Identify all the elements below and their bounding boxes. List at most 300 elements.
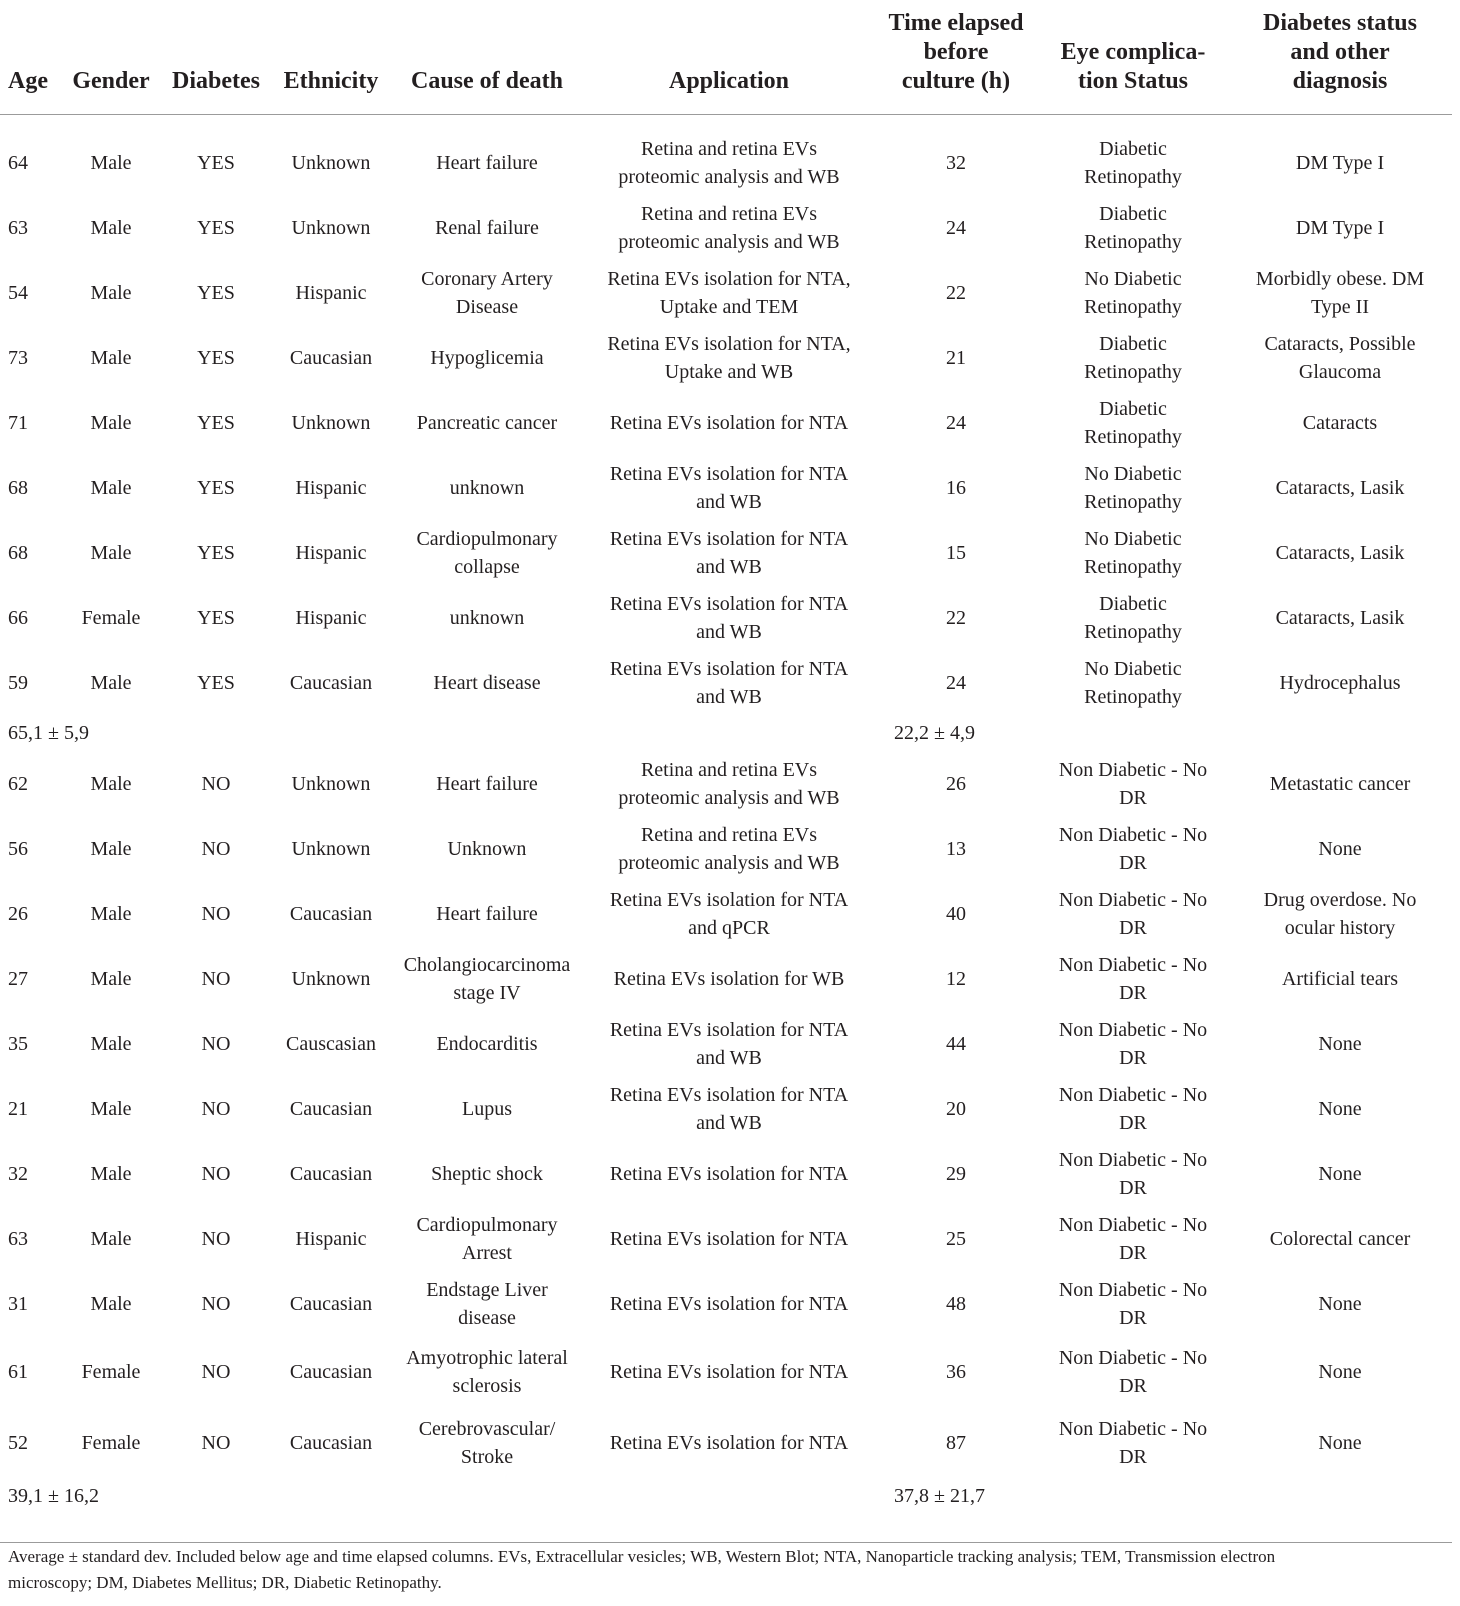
spacer-row: [0, 114, 1452, 130]
table-body: [0, 114, 1452, 1543]
status-line-2: Type II: [1310, 295, 1370, 318]
cell-time-elapsed: 48: [946, 1292, 966, 1315]
cause-line-1: Cerebrovascular/: [418, 1417, 556, 1440]
cell-gender: Male: [90, 902, 132, 925]
cell-application: [584, 585, 874, 650]
header-diabetes-status: Diabetes status and other diagnosis: [1228, 0, 1452, 114]
cell-gender: Male: [90, 967, 132, 990]
eye-line-1: Non Diabetic - No: [1058, 1417, 1208, 1440]
cell-cause-of-death: [390, 390, 584, 455]
cell-cause-of-death: [390, 1271, 584, 1336]
header-eye-status: Eye complica- tion Status: [1038, 0, 1228, 114]
app-line-1: Retina and retina EVs: [640, 137, 818, 160]
cause-line-1: Pancreatic cancer: [416, 411, 558, 434]
eye-line-2: Retinopathy: [1084, 620, 1182, 643]
eye-line-2: Retinopathy: [1084, 165, 1182, 188]
summary-time: 37,8 ± 21,7: [894, 1485, 985, 1507]
cell-ethnicity: Unknown: [291, 772, 371, 795]
cell-diabetes: NO: [201, 837, 231, 860]
cell-ethnicity: Unknown: [291, 967, 371, 990]
cause-line-1: Heart disease: [433, 671, 541, 694]
cause-line-1: Heart failure: [436, 772, 538, 795]
cell-gender: Female: [81, 1360, 141, 1383]
footnote-line-1: Average ± standard dev. Included below age and time elapsed columns. EVs, Extracellular vesicles; WB, Western Blot; NTA, Nanoparticle tracking analysis; TEM, Transmission electron: [8, 1547, 1276, 1566]
cell-diabetes-status: [1228, 1141, 1452, 1206]
eye-line-1: No Diabetic: [1084, 657, 1182, 680]
eye-line-2: Retinopathy: [1084, 230, 1182, 253]
cell-application: [584, 195, 874, 260]
header-application: Application: [584, 0, 874, 114]
cell-application: [584, 1407, 874, 1478]
cell-diabetes-status: [1228, 1011, 1452, 1076]
cause-line-1: Sheptic shock: [431, 1162, 543, 1185]
app-line-1: Retina EVs isolation for NTA: [609, 1162, 849, 1185]
app-line-1: Retina EVs isolation for NTA: [609, 411, 849, 434]
cell-time-elapsed: 87: [946, 1431, 966, 1454]
cell-diabetes: NO: [201, 1097, 231, 1120]
status-line-1: Cataracts, Lasik: [1275, 476, 1405, 499]
cell-age: 56: [8, 837, 28, 860]
eye-line-1: Non Diabetic - No: [1058, 888, 1208, 911]
cell-age: 63: [8, 1227, 28, 1250]
cell-time-elapsed: 22: [946, 281, 966, 304]
cell-diabetes: YES: [197, 281, 235, 304]
cell-application: [584, 260, 874, 325]
status-line-1: Hydrocephalus: [1279, 671, 1401, 694]
eye-line-2: DR: [1119, 851, 1147, 874]
eye-line-2: Retinopathy: [1084, 685, 1182, 708]
cell-diabetes: YES: [197, 346, 235, 369]
cell-eye-status: [1038, 1271, 1228, 1336]
cell-diabetes: NO: [201, 1162, 231, 1185]
cell-time-elapsed: 24: [946, 216, 966, 239]
cell-gender: Male: [90, 671, 132, 694]
cell-eye-status: [1038, 1407, 1228, 1478]
eye-line-1: Non Diabetic - No: [1058, 1148, 1208, 1171]
app-line-2: proteomic analysis and WB: [618, 851, 840, 874]
eye-line-1: Diabetic: [1099, 137, 1167, 160]
summary-row: [0, 715, 1452, 751]
eye-line-1: Non Diabetic - No: [1058, 953, 1208, 976]
cause-line-2: sclerosis: [452, 1374, 522, 1397]
cell-diabetes-status: [1228, 751, 1452, 816]
table-row: [0, 260, 1452, 325]
cell-time-elapsed: 12: [946, 967, 966, 990]
table-footnote: [8, 1544, 1452, 1596]
cell-diabetes: NO: [201, 1032, 231, 1055]
eye-line-1: Diabetic: [1099, 592, 1167, 615]
cell-gender: Male: [90, 216, 132, 239]
cause-line-1: Cardiopulmonary: [416, 527, 558, 550]
table-row: [0, 881, 1452, 946]
eye-line-1: Non Diabetic - No: [1058, 1083, 1208, 1106]
cell-cause-of-death: [390, 130, 584, 195]
status-line-1: None: [1318, 1292, 1362, 1315]
eye-line-1: No Diabetic: [1084, 462, 1182, 485]
cell-gender: Male: [90, 1097, 132, 1120]
cell-gender: Male: [90, 837, 132, 860]
table-row: [0, 816, 1452, 881]
cell-age: 31: [8, 1292, 28, 1315]
table-row: [0, 325, 1452, 390]
cell-age: 62: [8, 772, 28, 795]
cell-diabetes-status: [1228, 325, 1452, 390]
status-line-1: Metastatic cancer: [1269, 772, 1411, 795]
cell-eye-status: [1038, 195, 1228, 260]
cause-line-2: collapse: [454, 555, 520, 578]
cell-cause-of-death: [390, 1141, 584, 1206]
header-time: Time elapsed before culture (h): [874, 0, 1038, 114]
cell-diabetes-status: [1228, 881, 1452, 946]
app-line-2: Uptake and TEM: [659, 295, 799, 318]
cause-line-1: Heart failure: [436, 902, 538, 925]
cell-eye-status: [1038, 1206, 1228, 1271]
header-diabetes: Diabetes: [160, 0, 272, 114]
cell-ethnicity: Caucasian: [289, 1360, 373, 1383]
app-line-1: Retina EVs isolation for NTA: [609, 1227, 849, 1250]
cell-diabetes: YES: [197, 216, 235, 239]
cell-diabetes-status: [1228, 520, 1452, 585]
cell-eye-status: [1038, 585, 1228, 650]
eye-line-2: DR: [1119, 1241, 1147, 1264]
cell-gender: Male: [90, 1162, 132, 1185]
cell-application: [584, 1206, 874, 1271]
cell-diabetes-status: [1228, 650, 1452, 715]
cell-ethnicity: Unknown: [291, 411, 371, 434]
cell-time-elapsed: 13: [946, 837, 966, 860]
cell-diabetes: YES: [197, 671, 235, 694]
cell-age: 35: [8, 1032, 28, 1055]
cell-time-elapsed: 16: [946, 476, 966, 499]
status-line-1: None: [1318, 1097, 1362, 1120]
summary-time: 22,2 ± 4,9: [894, 722, 975, 744]
cell-cause-of-death: [390, 650, 584, 715]
cell-cause-of-death: [390, 1206, 584, 1271]
cell-time-elapsed: 40: [946, 902, 966, 925]
cell-cause-of-death: [390, 455, 584, 520]
table-row: [0, 1076, 1452, 1141]
cell-age: 52: [8, 1431, 28, 1454]
cell-application: [584, 650, 874, 715]
app-line-1: Retina EVs isolation for NTA: [609, 462, 849, 485]
cell-cause-of-death: [390, 1076, 584, 1141]
app-line-1: Retina and retina EVs: [640, 758, 818, 781]
cell-cause-of-death: [390, 325, 584, 390]
cell-ethnicity: Caucasian: [289, 1162, 373, 1185]
cell-diabetes-status: [1228, 130, 1452, 195]
cell-cause-of-death: [390, 260, 584, 325]
status-line-2: Glaucoma: [1298, 360, 1382, 383]
cell-age: 63: [8, 216, 28, 239]
cell-diabetes: NO: [201, 1360, 231, 1383]
cell-application: [584, 130, 874, 195]
cell-cause-of-death: [390, 520, 584, 585]
cell-diabetes: NO: [201, 1227, 231, 1250]
cell-time-elapsed: 29: [946, 1162, 966, 1185]
cell-ethnicity: Hispanic: [295, 606, 367, 629]
cell-application: [584, 946, 874, 1011]
cell-gender: Male: [90, 1032, 132, 1055]
cell-gender: Male: [90, 411, 132, 434]
cell-gender: Male: [90, 281, 132, 304]
status-line-1: Cataracts, Lasik: [1275, 541, 1405, 564]
cell-cause-of-death: [390, 1336, 584, 1407]
cause-line-2: disease: [458, 1306, 516, 1329]
table-bottom-rule: [0, 1514, 1452, 1543]
cell-ethnicity: Causcasian: [286, 1032, 376, 1055]
eye-line-1: Diabetic: [1099, 397, 1167, 420]
app-line-2: and WB: [696, 1046, 762, 1069]
cell-time-elapsed: 36: [946, 1360, 966, 1383]
eye-line-1: Non Diabetic - No: [1058, 1346, 1208, 1369]
cell-gender: Male: [90, 772, 132, 795]
cell-diabetes-status: [1228, 455, 1452, 520]
table-row: [0, 1011, 1452, 1076]
table-row: [0, 585, 1452, 650]
status-line-1: Drug overdose. No: [1263, 888, 1417, 911]
cell-diabetes: YES: [197, 151, 235, 174]
cell-cause-of-death: [390, 881, 584, 946]
status-line-1: Colorectal cancer: [1269, 1227, 1411, 1250]
cell-eye-status: [1038, 325, 1228, 390]
app-line-1: Retina EVs isolation for NTA: [609, 1292, 849, 1315]
cell-diabetes-status: [1228, 390, 1452, 455]
cell-application: [584, 1271, 874, 1336]
cell-time-elapsed: 20: [946, 1097, 966, 1120]
cell-ethnicity: Hispanic: [295, 476, 367, 499]
app-line-2: and WB: [696, 490, 762, 513]
status-line-1: Morbidly obese. DM: [1255, 267, 1425, 290]
cause-line-1: Endocarditis: [436, 1032, 538, 1055]
cell-eye-status: [1038, 1336, 1228, 1407]
cause-line-2: Disease: [455, 295, 519, 318]
cell-gender: Male: [90, 476, 132, 499]
app-line-2: proteomic analysis and WB: [618, 165, 840, 188]
cell-age: 66: [8, 606, 28, 629]
cause-line-1: unknown: [449, 606, 525, 629]
cell-ethnicity: Hispanic: [295, 1227, 367, 1250]
cell-diabetes: NO: [201, 902, 231, 925]
cell-time-elapsed: 15: [946, 541, 966, 564]
app-line-1: Retina EVs isolation for NTA: [609, 527, 849, 550]
cell-diabetes-status: [1228, 1407, 1452, 1478]
app-line-1: Retina EVs isolation for NTA: [609, 1431, 849, 1454]
cell-diabetes: NO: [201, 967, 231, 990]
eye-line-1: No Diabetic: [1084, 527, 1182, 550]
cell-gender: Male: [90, 346, 132, 369]
eye-line-2: DR: [1119, 1176, 1147, 1199]
app-line-2: and WB: [696, 685, 762, 708]
cell-diabetes-status: [1228, 946, 1452, 1011]
table-row: [0, 1141, 1452, 1206]
cause-line-1: Lupus: [462, 1097, 512, 1120]
header-gender: Gender: [62, 0, 160, 114]
eye-line-1: Non Diabetic - No: [1058, 758, 1208, 781]
cell-eye-status: [1038, 130, 1228, 195]
cell-gender: Male: [90, 151, 132, 174]
cell-ethnicity: Caucasian: [289, 902, 373, 925]
cell-time-elapsed: 44: [946, 1032, 966, 1055]
cell-time-elapsed: 24: [946, 411, 966, 434]
cause-line-1: Unknown: [447, 837, 527, 860]
cell-age: 68: [8, 476, 28, 499]
cell-diabetes-status: [1228, 195, 1452, 260]
app-line-1: Retina EVs isolation for NTA: [609, 592, 849, 615]
eye-line-2: DR: [1119, 916, 1147, 939]
app-line-1: Retina and retina EVs: [640, 202, 818, 225]
cell-cause-of-death: [390, 195, 584, 260]
cell-application: [584, 751, 874, 816]
cell-diabetes-status: [1228, 1076, 1452, 1141]
cell-eye-status: [1038, 946, 1228, 1011]
cell-age: 21: [8, 1097, 28, 1120]
cell-ethnicity: Caucasian: [289, 1097, 373, 1120]
cause-line-1: Cholangiocarcinoma: [403, 953, 571, 976]
footnote-line-2: microscopy; DM, Diabetes Mellitus; DR, Diabetic Retinopathy.: [8, 1573, 442, 1592]
eye-line-1: Non Diabetic - No: [1058, 1278, 1208, 1301]
cell-diabetes-status: [1228, 585, 1452, 650]
cell-diabetes-status: [1228, 1336, 1452, 1407]
eye-line-1: Non Diabetic - No: [1058, 823, 1208, 846]
eye-line-1: Non Diabetic - No: [1058, 1213, 1208, 1236]
cell-ethnicity: Caucasian: [289, 346, 373, 369]
cell-application: [584, 325, 874, 390]
cell-cause-of-death: [390, 1407, 584, 1478]
eye-line-2: DR: [1119, 1306, 1147, 1329]
cell-cause-of-death: [390, 1011, 584, 1076]
cause-line-2: Arrest: [462, 1241, 512, 1264]
cell-eye-status: [1038, 816, 1228, 881]
cell-eye-status: [1038, 1011, 1228, 1076]
table-row: [0, 1271, 1452, 1336]
cell-age: 26: [8, 902, 28, 925]
eye-line-2: DR: [1119, 1374, 1147, 1397]
eye-line-2: DR: [1119, 1111, 1147, 1134]
cause-line-2: stage IV: [453, 981, 521, 1004]
eye-line-2: Retinopathy: [1084, 360, 1182, 383]
table-row: [0, 195, 1452, 260]
app-line-1: Retina EVs isolation for NTA: [609, 1083, 849, 1106]
status-line-1: Artificial tears: [1281, 967, 1399, 990]
cell-time-elapsed: 32: [946, 151, 966, 174]
cause-line-1: Cardiopulmonary: [416, 1213, 558, 1236]
app-line-1: Retina EVs isolation for NTA: [609, 1360, 849, 1383]
cell-age: 59: [8, 671, 28, 694]
header-ethnicity: Ethnicity: [272, 0, 390, 114]
cell-diabetes: YES: [197, 476, 235, 499]
cell-age: 54: [8, 281, 28, 304]
cell-cause-of-death: [390, 585, 584, 650]
cause-line-1: Endstage Liver: [426, 1278, 548, 1301]
status-line-1: DM Type I: [1295, 216, 1385, 239]
eye-line-2: DR: [1119, 981, 1147, 1004]
cell-cause-of-death: [390, 946, 584, 1011]
cell-diabetes: YES: [197, 606, 235, 629]
app-line-1: Retina EVs isolation for NTA,: [607, 267, 851, 290]
cell-gender: Male: [90, 1292, 132, 1315]
cell-eye-status: [1038, 1141, 1228, 1206]
eye-line-1: Non Diabetic - No: [1058, 1018, 1208, 1041]
summary-age: 39,1 ± 16,2: [8, 1485, 99, 1507]
cell-diabetes-status: [1228, 1206, 1452, 1271]
status-line-1: None: [1318, 837, 1362, 860]
table-row: [0, 130, 1452, 195]
summary-row: [0, 1478, 1452, 1514]
cell-eye-status: [1038, 455, 1228, 520]
app-line-2: and WB: [696, 620, 762, 643]
status-line-1: None: [1318, 1162, 1362, 1185]
cell-age: 68: [8, 541, 28, 564]
cell-application: [584, 1141, 874, 1206]
status-line-1: Cataracts: [1302, 411, 1378, 434]
cell-gender: Male: [90, 1227, 132, 1250]
app-line-2: and WB: [696, 555, 762, 578]
app-line-1: Retina and retina EVs: [640, 823, 818, 846]
cell-application: [584, 1336, 874, 1407]
cell-application: [584, 1076, 874, 1141]
status-line-1: None: [1318, 1431, 1362, 1454]
eye-line-1: Diabetic: [1099, 202, 1167, 225]
cell-ethnicity: Hispanic: [295, 541, 367, 564]
status-line-1: Cataracts, Possible: [1264, 332, 1416, 355]
app-line-2: proteomic analysis and WB: [618, 230, 840, 253]
cell-age: 64: [8, 151, 28, 174]
status-line-1: DM Type I: [1295, 151, 1385, 174]
cause-line-1: Renal failure: [435, 216, 539, 239]
cause-line-1: Hypoglicemia: [430, 346, 544, 369]
summary-empty: [1038, 1478, 1452, 1514]
eye-line-1: No Diabetic: [1084, 267, 1182, 290]
cell-cause-of-death: [390, 751, 584, 816]
eye-line-2: Retinopathy: [1084, 490, 1182, 513]
app-line-2: Uptake and WB: [664, 360, 794, 383]
status-line-2: ocular history: [1284, 916, 1396, 939]
cell-application: [584, 816, 874, 881]
cell-eye-status: [1038, 751, 1228, 816]
app-line-1: Retina EVs isolation for NTA: [609, 1018, 849, 1041]
table-row: [0, 650, 1452, 715]
cause-line-1: unknown: [449, 476, 525, 499]
app-line-2: and qPCR: [688, 916, 770, 939]
header-cause: Cause of death: [390, 0, 584, 114]
cell-diabetes: NO: [201, 772, 231, 795]
cell-cause-of-death: [390, 816, 584, 881]
cell-age: 32: [8, 1162, 28, 1185]
eye-line-2: Retinopathy: [1084, 425, 1182, 448]
app-line-1: Retina EVs isolation for NTA: [609, 888, 849, 911]
cell-eye-status: [1038, 1076, 1228, 1141]
cell-diabetes: YES: [197, 411, 235, 434]
cell-application: [584, 520, 874, 585]
app-line-1: Retina EVs isolation for NTA: [609, 657, 849, 680]
eye-line-1: Diabetic: [1099, 332, 1167, 355]
cell-ethnicity: Unknown: [291, 151, 371, 174]
eye-line-2: DR: [1119, 786, 1147, 809]
cell-time-elapsed: 21: [946, 346, 966, 369]
summary-empty: [1038, 715, 1452, 751]
cause-line-2: Stroke: [460, 1445, 514, 1468]
cell-age: 73: [8, 346, 28, 369]
table-row: [0, 455, 1452, 520]
cause-line-1: Amyotrophic lateral: [406, 1346, 568, 1369]
table-row: [0, 946, 1452, 1011]
eye-line-2: Retinopathy: [1084, 555, 1182, 578]
cell-diabetes: YES: [197, 541, 235, 564]
eye-line-2: DR: [1119, 1445, 1147, 1468]
app-line-1: Retina EVs isolation for NTA,: [607, 332, 851, 355]
cell-ethnicity: Unknown: [291, 837, 371, 860]
cell-time-elapsed: 25: [946, 1227, 966, 1250]
